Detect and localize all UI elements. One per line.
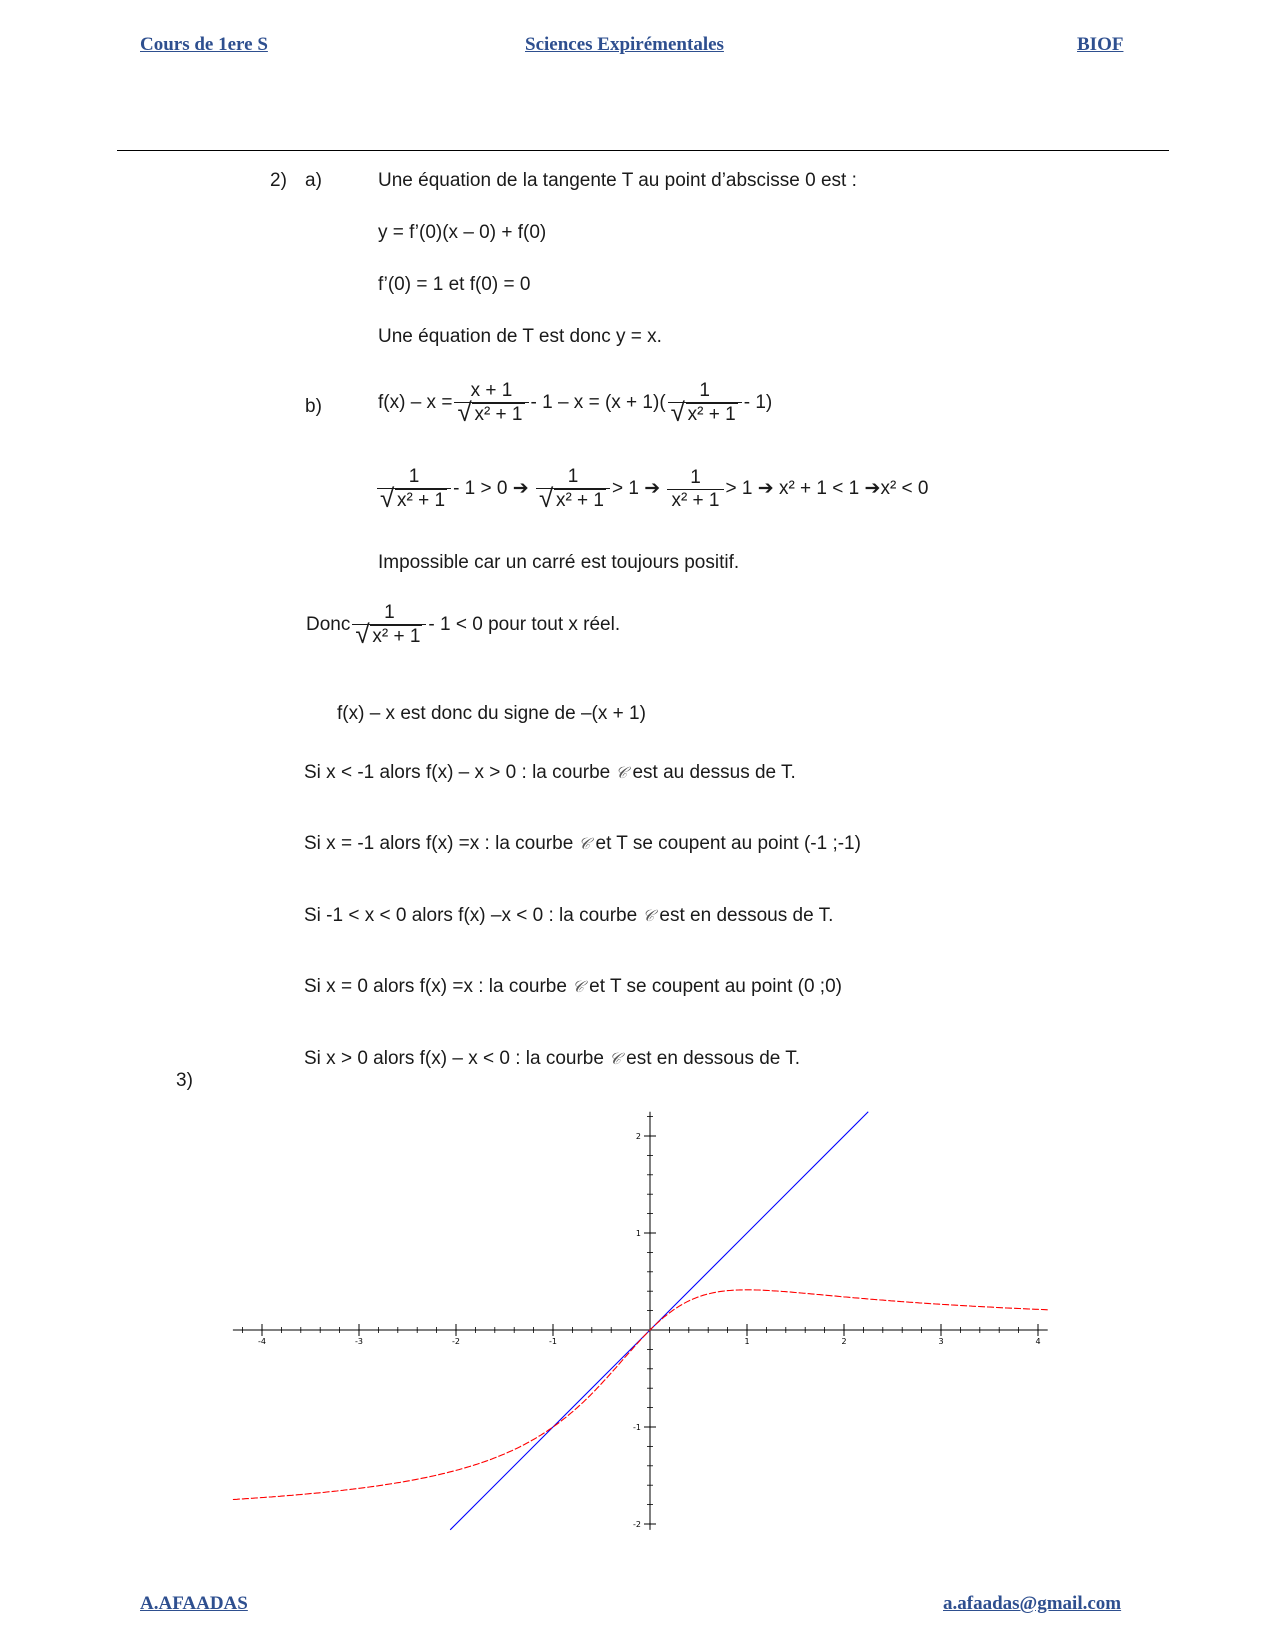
case-text: et T se coupent au point (-1 ;-1) bbox=[590, 833, 861, 854]
donc-rest: - 1 < 0 pour tout x réel. bbox=[428, 614, 621, 636]
part-b-label: b) bbox=[305, 396, 322, 417]
part-a-label: a) bbox=[305, 170, 322, 191]
curve-symbol: 𝒞 bbox=[572, 977, 584, 996]
part-a-line3: f’(0) = 1 et f(0) = 0 bbox=[378, 274, 531, 295]
header-subject: Sciences Expirémentales bbox=[525, 34, 724, 55]
question-2-number: 2) bbox=[270, 170, 287, 191]
header-section: BIOF bbox=[1077, 34, 1124, 55]
case-text: et T se coupent au point (0 ;0) bbox=[583, 976, 842, 997]
case-text: est au dessus de T. bbox=[627, 762, 796, 783]
x-tick-label: 1 bbox=[744, 1337, 750, 1346]
donc-word: Donc bbox=[306, 614, 351, 636]
curve-symbol: 𝒞 bbox=[615, 763, 628, 782]
fraction-numerator: 1 bbox=[699, 380, 710, 401]
sqrt-argument: x² + 1 bbox=[474, 404, 523, 425]
eq-middle: - 1 – x = (x + 1)( bbox=[530, 392, 666, 414]
curve-C bbox=[233, 1290, 1048, 1500]
ineq-part1: - 1 > 0 bbox=[453, 478, 508, 500]
square-root: √ x² + 1 bbox=[538, 483, 605, 513]
sign-statement: f(x) – x est donc du signe de –(x + 1) bbox=[337, 703, 646, 724]
eq-end: - 1) bbox=[743, 392, 773, 414]
implies-arrow-icon: ➔ bbox=[644, 478, 661, 500]
square-root: √ x² + 1 bbox=[670, 397, 736, 427]
part-a-line4: Une équation de T est donc y = x. bbox=[378, 326, 662, 347]
part-a-line2: y = f’(0)(x – 0) + f(0) bbox=[378, 222, 547, 243]
sqrt-argument: x² + 1 bbox=[555, 490, 605, 511]
part-a-line1: Une équation de la tangente T au point d’abscisse 0 est : bbox=[378, 170, 857, 191]
curve-symbol: 𝒞 bbox=[609, 1049, 621, 1068]
implies-arrow-icon: ➔ bbox=[757, 478, 774, 500]
square-root: √ x² + 1 bbox=[457, 397, 523, 427]
x-tick-label: -4 bbox=[258, 1337, 266, 1346]
y-tick-label: -1 bbox=[633, 1423, 641, 1432]
x-tick-label: -2 bbox=[452, 1337, 460, 1346]
part-b-impossible: Impossible car un carré est toujours positif. bbox=[378, 552, 740, 573]
header-course: Cours de 1ere S bbox=[140, 34, 268, 55]
footer-email: a.afaadas@gmail.com bbox=[943, 1593, 1122, 1614]
footer-author: A.AFAADAS bbox=[140, 1593, 248, 1614]
y-tick-label: -2 bbox=[633, 1520, 641, 1529]
fraction-numerator: 1 bbox=[690, 466, 701, 488]
sqrt-argument: x² + 1 bbox=[397, 490, 446, 511]
sqrt-argument: x² + 1 bbox=[687, 404, 736, 425]
implies-arrow-icon: ➔ bbox=[864, 478, 881, 500]
y-tick-label: 2 bbox=[635, 1132, 641, 1141]
case-text: est en dessous de T. bbox=[620, 1048, 801, 1069]
fraction-denominator: x² + 1 bbox=[667, 489, 723, 512]
case-text: Si x = -1 alors f(x) =x : la courbe bbox=[304, 833, 579, 854]
square-root: √ x² + 1 bbox=[355, 619, 421, 649]
x-tick-label: -1 bbox=[549, 1337, 557, 1346]
eq-lhs: f(x) – x = bbox=[378, 392, 453, 414]
ineq-part4: x² + 1 < 1 bbox=[778, 478, 860, 500]
sqrt-argument: x² + 1 bbox=[372, 626, 421, 647]
fraction-numerator: 1 bbox=[567, 466, 579, 487]
x-tick-label: -3 bbox=[355, 1337, 363, 1346]
square-root: √ x² + 1 bbox=[380, 483, 446, 513]
fraction-numerator: x + 1 bbox=[470, 380, 513, 401]
case-text: Si x < -1 alors f(x) – x > 0 : la courbe bbox=[304, 762, 616, 783]
question-3-number: 3) bbox=[176, 1070, 193, 1091]
curve-symbol: 𝒞 bbox=[578, 834, 591, 853]
fraction-numerator: 1 bbox=[384, 602, 395, 623]
ineq-part2: > 1 bbox=[612, 478, 639, 500]
ineq-part5: x² < 0 bbox=[880, 478, 929, 500]
case-text: Si x > 0 alors f(x) – x < 0 : la courbe bbox=[304, 1048, 610, 1069]
y-tick-label: 1 bbox=[635, 1229, 641, 1238]
implies-arrow-icon: ➔ bbox=[512, 478, 529, 500]
curve-symbol: 𝒞 bbox=[642, 906, 655, 925]
x-tick-label: 2 bbox=[841, 1337, 847, 1346]
x-tick-label: 3 bbox=[938, 1337, 944, 1346]
case-text: Si -1 < x < 0 alors f(x) –x < 0 : la courbe bbox=[304, 905, 643, 926]
case-text: Si x = 0 alors f(x) =x : la courbe bbox=[304, 976, 573, 997]
fraction-numerator: 1 bbox=[408, 466, 420, 487]
x-tick-label: 4 bbox=[1035, 1337, 1041, 1346]
ineq-part3: > 1 bbox=[725, 478, 753, 500]
case-text: est en dessous de T. bbox=[654, 905, 834, 926]
